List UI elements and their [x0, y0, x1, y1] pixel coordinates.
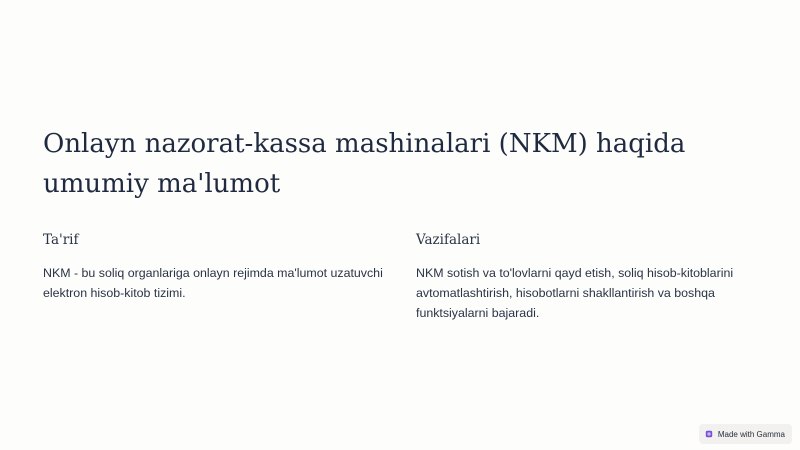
definition-column: [43, 231, 388, 303]
definition-heading: Ta'rif: [43, 232, 79, 248]
slide-title: Onlayn nazorat-kassa mashinalari (NKM) haqida umumiy ma'lumot: [43, 129, 686, 199]
functions-column: [416, 231, 766, 323]
definition-text: NKM - bu soliq organlariga onlayn rejimda ma'lumot uzatuvchi elektron hisob-kitob tizimi.: [43, 266, 383, 300]
functions-text: NKM sotish va to'lovlarni qayd etish, soliq hisob-kitoblarini avtomatlashtirish, hisobotlarni shakllantirish va boshqa funktsiyalarni bajaradi.: [416, 266, 734, 320]
made-with-gamma-badge[interactable]: [699, 424, 792, 444]
functions-heading: Vazifalari: [416, 232, 481, 248]
badge-label: Made with Gamma: [717, 429, 785, 439]
gamma-logo-icon: [705, 430, 713, 438]
